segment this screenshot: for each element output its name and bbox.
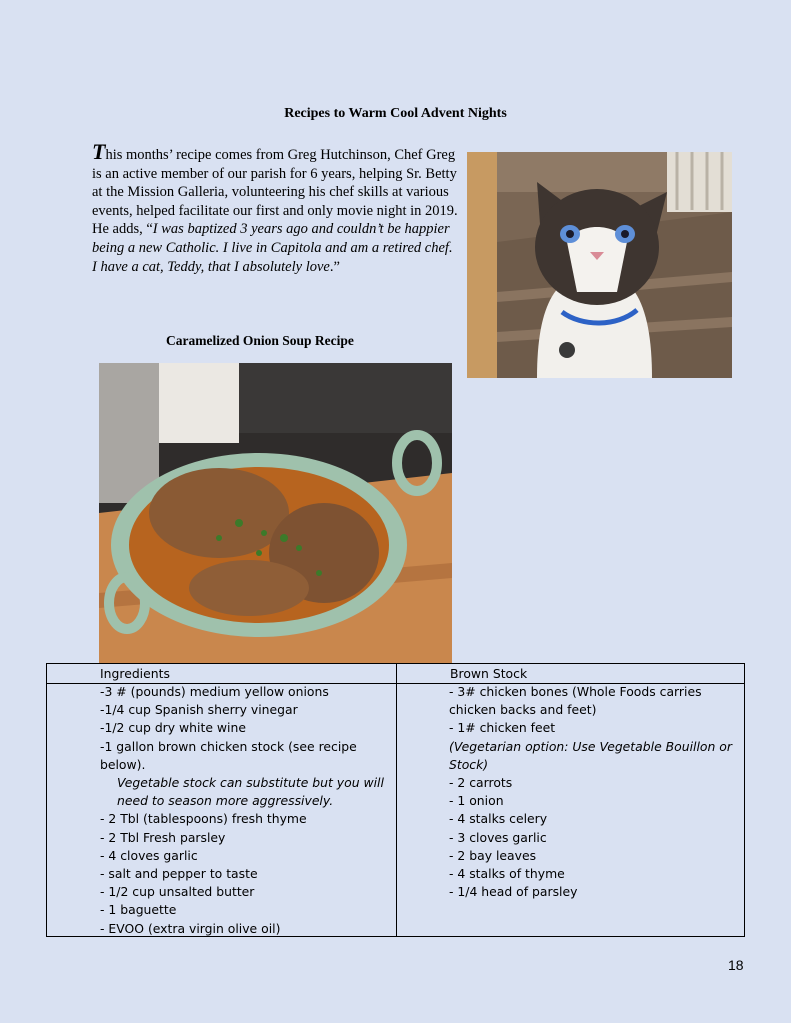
- page-number: 18: [728, 957, 744, 973]
- intro-paragraph: [92, 139, 460, 276]
- list-item: - 2 bay leaves: [449, 847, 537, 863]
- ingredients-header: Ingredients: [100, 666, 170, 681]
- list-item: - 4 stalks celery: [449, 811, 548, 827]
- vegetarian-option-note: (Vegetarian option: Use Vegetable Bouillon or Stock): [449, 738, 732, 772]
- list-item: - 3 cloves garlic: [449, 829, 547, 845]
- column-divider: [396, 664, 397, 936]
- intro-close: .”: [329, 258, 340, 275]
- cat-illustration: [467, 152, 732, 378]
- recipe-table: [46, 663, 745, 937]
- list-item: -1/2 cup dry white wine: [100, 720, 246, 736]
- intro-text: his months’ recipe comes from Greg Hutchinson, Chef Greg is an active member of our parish for 6 years, helping Sr. Betty at the Mission Galleria, volunteering his chef skills at various events, helped facilitate our first and only movie night in 2019. He adds, “: [92, 147, 458, 238]
- list-item: - 1# chicken feet: [449, 720, 556, 736]
- list-item: -3 # (pounds) medium yellow onions: [100, 684, 329, 699]
- list-item: - 1/2 cup unsalted butter: [100, 884, 255, 900]
- list-item: - 2 Tbl (tablespoons) fresh thyme: [100, 811, 307, 827]
- list-item: - 1 onion: [449, 793, 504, 809]
- intro-quote: I was baptized 3 years ago and couldn’t be happier being a new Catholic. I live in Capitola and am a retired chef. I have a cat, Teddy, that I absolutely love: [92, 221, 453, 275]
- list-item: - 2 Tbl Fresh parsley: [100, 829, 226, 845]
- list-item: -1 gallon brown chicken stock (see recipe below).: [100, 738, 357, 772]
- list-item: - 4 cloves garlic: [100, 847, 198, 863]
- list-item: - salt and pepper to taste: [100, 866, 258, 882]
- list-item: - 2 carrots: [449, 775, 513, 791]
- brown-stock-list: [449, 683, 741, 901]
- list-item: - 3# chicken bones (Whole Foods carries chicken backs and feet): [449, 684, 702, 718]
- list-item: - 4 stalks of thyme: [449, 866, 565, 882]
- list-item: - EVOO (extra virgin olive oil): [100, 920, 281, 936]
- ingredients-list: [100, 683, 390, 938]
- brown-stock-header: Brown Stock: [450, 666, 528, 681]
- list-item: - 1 baguette: [100, 902, 177, 918]
- page-title: Recipes to Warm Cool Advent Nights: [284, 106, 507, 121]
- soup-photo: [99, 363, 452, 663]
- list-item: -1/4 cup Spanish sherry vinegar: [100, 702, 298, 718]
- soup-recipe-title: Caramelized Onion Soup Recipe: [166, 333, 354, 348]
- list-item: - 1/4 head of parsley: [449, 884, 578, 900]
- intro-dropcap: T: [92, 139, 106, 164]
- cat-photo: [467, 152, 732, 378]
- soup-illustration: [99, 363, 452, 663]
- vegetable-stock-note: Vegetable stock can substitute but you will need to season more aggressively.: [117, 775, 384, 809]
